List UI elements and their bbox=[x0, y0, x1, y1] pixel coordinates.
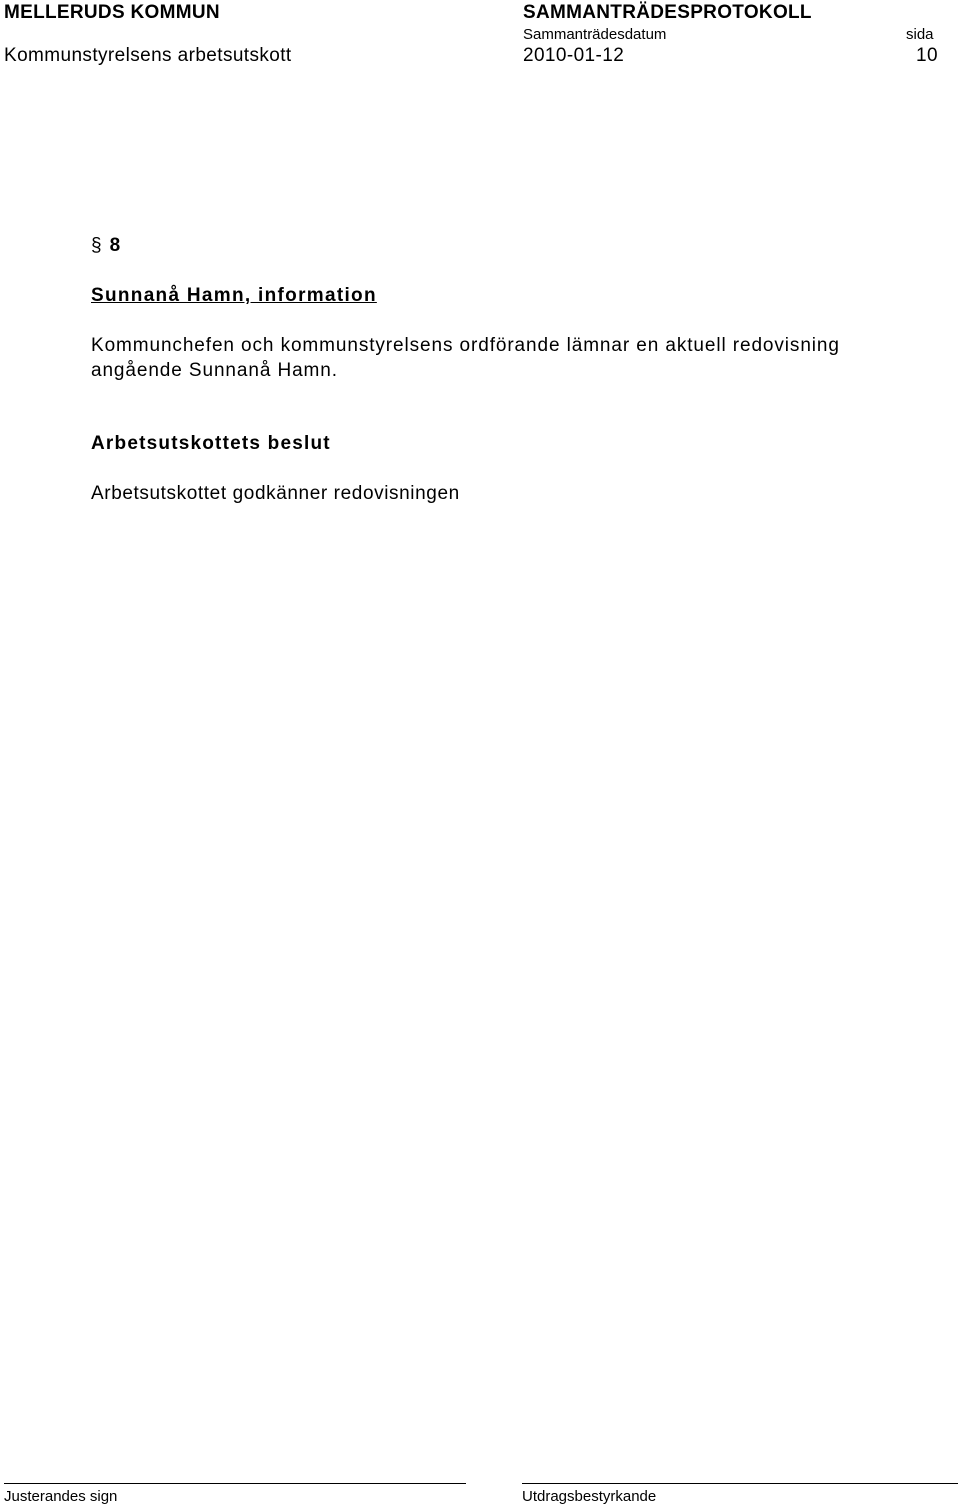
intro-text-line-1: Kommunchefen och kommunstyrelsens ordförande lämnar en aktuell redovisning bbox=[91, 335, 840, 356]
paragraph-sign: § bbox=[91, 235, 102, 256]
footer-signature-label: Justerandes sign bbox=[4, 1488, 118, 1505]
document-type: SAMMANTRÄDESPROTOKOLL bbox=[523, 2, 812, 23]
footer-divider-right bbox=[522, 1483, 958, 1484]
organization-name: MELLERUDS KOMMUN bbox=[4, 2, 220, 23]
footer-divider-left bbox=[4, 1483, 466, 1484]
decision-heading: Arbetsutskottets beslut bbox=[91, 433, 331, 454]
meeting-date-label: Sammanträdesdatum bbox=[523, 26, 667, 43]
intro-text-line-2: angående Sunnanå Hamn. bbox=[91, 360, 338, 381]
section-number-value: 8 bbox=[109, 235, 121, 256]
decision-text: Arbetsutskottet godkänner redovisningen bbox=[91, 483, 460, 504]
section-number bbox=[91, 235, 120, 257]
section-title: Sunnanå Hamn, information bbox=[91, 285, 377, 306]
meeting-date-value: 2010-01-12 bbox=[523, 45, 625, 66]
page-label: sida bbox=[906, 26, 934, 43]
page-number: 10 bbox=[916, 45, 938, 66]
committee-name: Kommunstyrelsens arbetsutskott bbox=[4, 45, 292, 66]
footer-certification-label: Utdragsbestyrkande bbox=[522, 1488, 657, 1505]
